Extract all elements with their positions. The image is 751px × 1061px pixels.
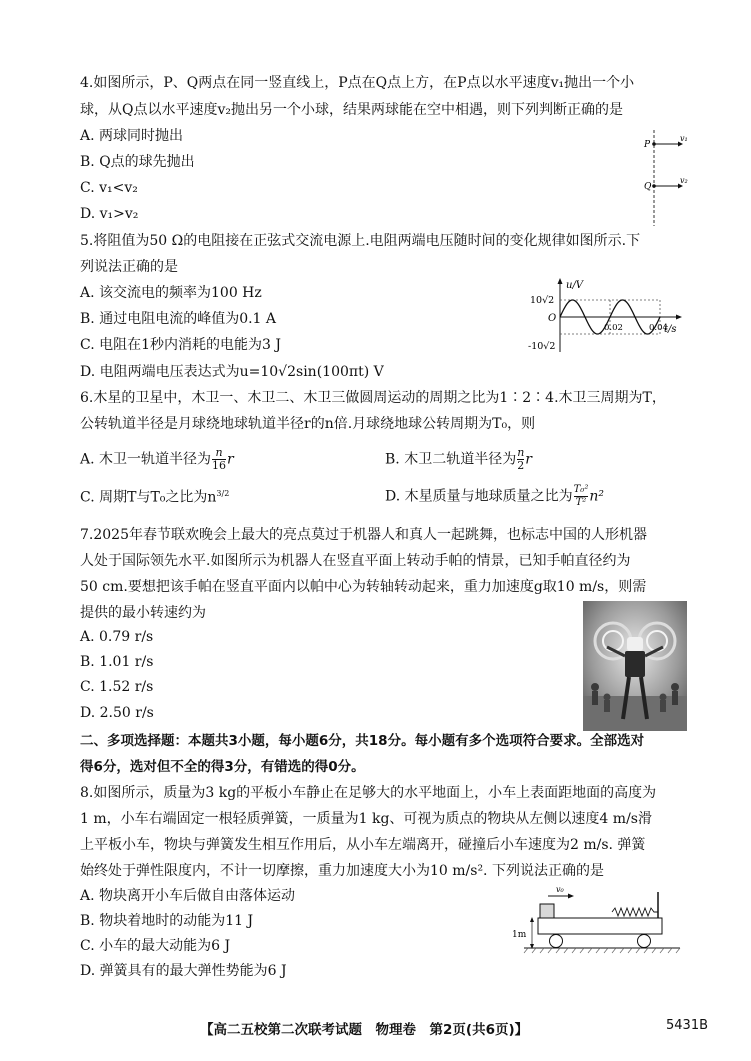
q5-option-c: C. 电阻在1秒内消耗的电能为3 J <box>80 337 281 353</box>
q7-option-b: B. 1.01 r/s <box>80 654 154 670</box>
q4-option-c: C. v₁<v₂ <box>80 180 138 196</box>
q4-figure <box>640 128 690 228</box>
q4-stem-line2: 球，从Q点以水平速度v₂抛出另一个小球，结果两球能在空中相遇，则下列判断正确的是 <box>80 102 623 118</box>
section2-heading-line1: 二、多项选择题：本题共3小题，每小题6分，共18分。每小题有多个选项符合要求。全部选对 <box>80 733 645 749</box>
q8-fig-v0-label: v₀ <box>556 885 564 894</box>
q4-fig-v1-label: v₁ <box>680 134 688 143</box>
q7-option-a: A. 0.79 r/s <box>80 629 154 645</box>
q8-stem-line4: 始终处于弹性限度内，不计一切摩擦，重力加速度大小为10 m/s². 下列说法正确的是 <box>80 863 604 879</box>
q5-ymin-label: -10√2 <box>528 341 556 352</box>
q4-stem-line1: 4.如图所示，P、Q两点在同一竖直线上，P点在Q点上方，在P点以水平速度v₁抛出一个小 <box>80 75 635 91</box>
q7-stem-line4: 提供的最小转速约为 <box>80 605 206 621</box>
q4-option-d: D. v₁>v₂ <box>80 206 139 222</box>
q7-stem-line1: 7.2025年春节联欢晚会上最大的亮点莫过于机器人和真人一起跳舞，也标志中国的人形机器 <box>80 527 647 543</box>
q5-option-b: B. 通过电阻电流的峰值为0.1 A <box>80 311 277 327</box>
q7-option-c: C. 1.52 r/s <box>80 679 154 695</box>
q4-fig-v2-label: v₂ <box>680 176 688 185</box>
q8-cart-figure <box>510 882 685 962</box>
q6-option-d: D. 木星质量与地球质量之比为 $\frac{\text{T₀²}}{\text{T²}}$ n² <box>385 484 604 508</box>
q8-stem-line1: 8.如图所示，质量为3 kg的平板小车静止在足够大的水平地面上，小车上表面距地面的高度为 <box>80 785 657 801</box>
q5-origin-label: O <box>548 313 557 324</box>
q5-stem-line1: 5.将阻值为50 Ω的电阻接在正弦式交流电源上.电阻两端电压随时间的变化规律如图所示.下 <box>80 233 641 249</box>
q7-option-d: D. 2.50 r/s <box>80 705 154 721</box>
q5-t1-label: 0.02 <box>604 323 623 333</box>
q5-ymax-label: 10√2 <box>530 295 555 306</box>
q7-robot-photo <box>583 601 687 731</box>
q5-t2-label: 0.04 <box>649 323 668 333</box>
section2-heading-line2: 得6分，选对但不全的得3分，有错选的得0分。 <box>80 759 365 775</box>
q5-xlabel: t/s <box>664 324 677 335</box>
q6-stem-line1: 6.木星的卫星中，木卫一、木卫二、木卫三做圆周运动的周期之比为1∶2∶4.木卫三周期为T， <box>80 390 666 406</box>
q5-stem-line2: 列说法正确的是 <box>80 259 178 275</box>
footer-title: 【高二五校第二次联考试题 物理卷 第2页(共6页)】 <box>200 1022 529 1038</box>
q8-stem-line2: 1 m，小车右端固定一根轻质弹簧，一质量为1 kg、可视为质点的物块从左侧以速度4 m/s滑 <box>80 811 652 827</box>
q5-option-a: A. 该交流电的频率为100 Hz <box>80 285 262 301</box>
q4-fig-q-label: Q <box>644 182 652 192</box>
q8-option-b: B. 物块着地时的动能为11 J <box>80 913 254 929</box>
q4-fig-p-label: P <box>644 140 651 150</box>
q6-option-b: B. 木卫二轨道半径为 $\frac{n}{2}$ r <box>385 446 532 472</box>
q6-option-a: A. 木卫一轨道半径为 $\frac{n}{16}$ r <box>80 446 234 472</box>
q6-option-c: C. 周期T与T₀之比为$n^{3/2}$ <box>80 489 230 506</box>
q8-option-a: A. 物块离开小车后做自由落体运动 <box>80 888 296 904</box>
q5-option-d: D. 电阻两端电压表达式为u=10√2sin(100πt) V <box>80 364 384 380</box>
q8-option-c: C. 小车的最大动能为6 J <box>80 938 231 954</box>
footer-code: 5431B <box>666 1018 709 1033</box>
q6-stem-line2: 公转轨道半径是月球绕地球轨道半径r的n倍.月球绕地球公转周期为T₀，则 <box>80 416 536 432</box>
q8-stem-line3: 上平板小车，物块与弹簧发生相互作用后，从小车左端离开，碰撞后小车速度为2 m/s. 弹簧 <box>80 837 646 853</box>
q8-fig-height-label: 1m <box>512 930 527 940</box>
q4-option-b: B. Q点的球先抛出 <box>80 154 195 170</box>
q8-option-d: D. 弹簧具有的最大弹性势能为6 J <box>80 963 287 979</box>
q5-ylabel: u/V <box>566 280 584 291</box>
q5-voltage-graph <box>528 276 693 356</box>
q7-stem-line2: 人处于国际领先水平.如图所示为机器人在竖直平面上转动手帕的情景，已知手帕直径约为 <box>80 553 631 569</box>
q4-option-a: A. 两球同时抛出 <box>80 128 184 144</box>
q7-stem-line3: 50 cm.要想把该手帕在竖直平面内以帕中心为转轴转动起来，重力加速度g取10 m/s，则需 <box>80 579 647 595</box>
